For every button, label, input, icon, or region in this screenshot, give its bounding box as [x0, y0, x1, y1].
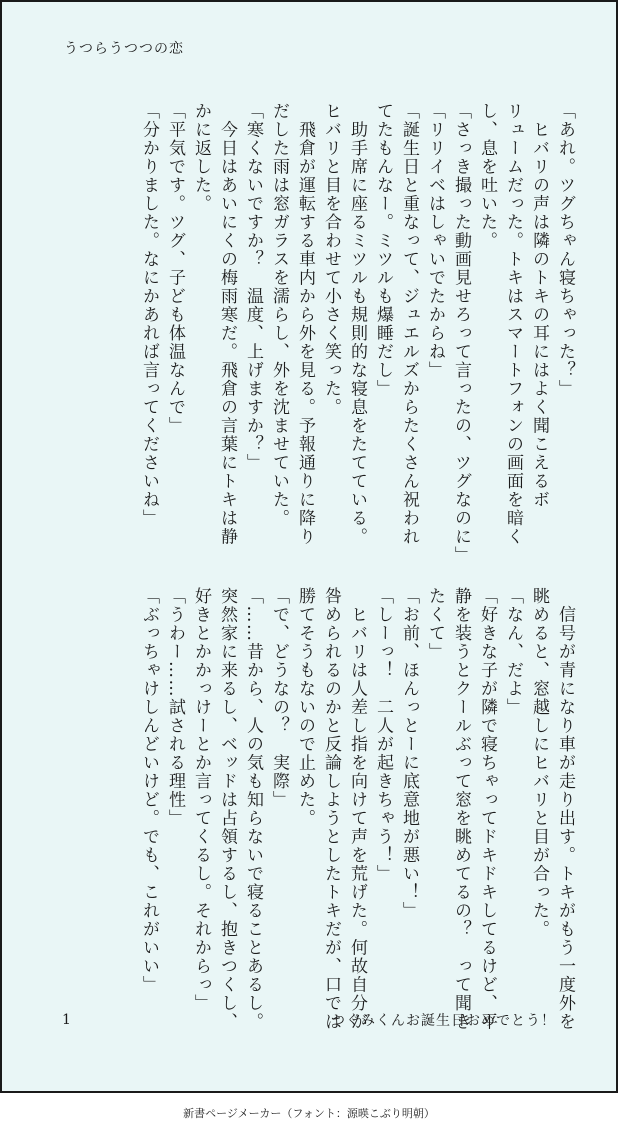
- text-line: 「リリイベはしゃいでたからね」: [425, 102, 445, 380]
- text-line: 眺めると、窓越しにヒバリと目が合った。: [529, 587, 549, 939]
- text-line: 信号が青になり車が走り出す。トキがもう一度外を: [555, 587, 575, 1031]
- text-line: 飛倉が運転する車内から外を見る。予報通りに降り: [295, 102, 315, 546]
- text-line: 「ぶっちゃけしんどいけど。でも、これがいい」: [139, 587, 159, 994]
- generator-credit: 新書ページメーカー（フォント：源暎こぶり明朝）: [183, 1107, 435, 1120]
- text-line: 「しーっ！ 二人が起きちゃう！」: [373, 587, 393, 883]
- page-number: 1: [62, 1012, 71, 1028]
- text-line: 「分かりました。なにかあれば言ってくださいね」: [139, 102, 159, 528]
- text-line: だした雨は窓ガラスを濡らし、外を沈ませていた。: [269, 102, 289, 528]
- book-title: うつらうつつの恋: [64, 41, 184, 57]
- text-line: 「あれ。ツグちゃん寝ちゃった？」: [555, 102, 575, 398]
- text-line: 静を装うとクールぶって窓を眺めてるの？ って聞き: [451, 587, 471, 1031]
- text-line: 好きとかかっけーとか言ってくるし。それからっ」: [191, 587, 211, 1013]
- footer-message: つぐみくんお誕生日おめでとう！: [331, 1013, 556, 1029]
- text-line: 今日はあいにくの梅雨寒だ。飛倉の言葉にトキは静: [217, 102, 237, 546]
- upper-text-block: [136, 102, 578, 565]
- text-line: 「……昔から、人の気も知らないで寝ることあるし。: [243, 587, 263, 1031]
- text-line: 咎められるのかと反論しようとしたトキだが、口では: [321, 587, 341, 1031]
- text-line: ヒバリと目を合わせて小さく笑った。: [321, 102, 341, 417]
- text-line: 「好きな子が隣で寝ちゃってドキドキしてるけど、平: [477, 587, 497, 1031]
- text-line: 「平気です。ツグ、子ども体温なんで」: [165, 102, 185, 435]
- text-line: ヒバリの声は隣のトキの耳にはよく聞こえるボ: [529, 102, 549, 509]
- text-line: 助手席に座るミツルも規則的な寝息をたてている。: [347, 102, 367, 546]
- text-line: 勝てそうもないので止めた。: [295, 587, 315, 828]
- text-line: たくて」: [425, 587, 445, 661]
- text-line: リュームだった。トキはスマートフォンの画面を暗く: [503, 102, 523, 546]
- text-line: 「なん、だよ」: [503, 587, 523, 717]
- text-line: かに返した。: [191, 102, 211, 213]
- text-line: 「誕生日と重なって、ジュエルズからたくさん祝われ: [399, 102, 419, 546]
- text-line: 突然家に来るし、ベッドは占領するし、抱きつくし、: [217, 587, 237, 1031]
- text-line: てたもんなー。ミツルも爆睡だし」: [373, 102, 393, 398]
- text-line: ヒバリは人差し指を向けて声を荒げた。何故自分が: [347, 587, 367, 1031]
- text-line: 「お前、ほんっとーに底意地が悪い！」: [399, 587, 419, 920]
- text-line: 「寒くないですか？ 温度、上げますか？」: [243, 102, 263, 472]
- text-line: し、息を吐いた。: [477, 102, 497, 250]
- text-line: 「で、どうなの？ 実際」: [269, 587, 289, 809]
- text-line: 「うわー……試される理性」: [165, 587, 185, 828]
- text-line: 「さっき撮った動画見せろって言ったの、ツグなのに」: [451, 102, 471, 565]
